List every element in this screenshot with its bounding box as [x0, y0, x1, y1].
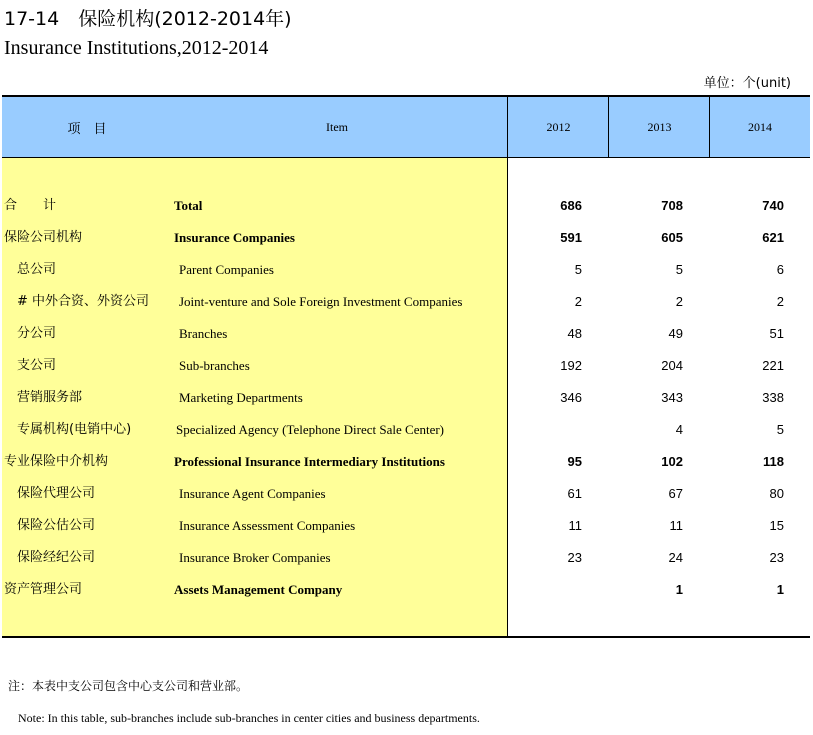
row-label-english: Insurance Broker Companies — [179, 550, 331, 565]
row-label-chinese: 合 计 — [4, 198, 57, 213]
value-2012: 5 — [574, 262, 582, 277]
value-2014: 6 — [776, 262, 784, 277]
unit-label: 单位：个(unit) — [703, 76, 791, 91]
row-label-chinese: 营销服务部 — [17, 390, 83, 405]
page-title-english: Insurance Institutions,2012-2014 — [4, 37, 269, 59]
value-2014: 338 — [762, 390, 784, 405]
value-2012: 11 — [568, 518, 582, 533]
value-2013: 343 — [661, 390, 683, 405]
table-row — [0, 222, 813, 254]
value-2013: 2 — [675, 294, 683, 309]
row-label-english: Insurance Assessment Companies — [179, 518, 356, 533]
header-year-2012: 2012 — [546, 119, 571, 134]
column-divider — [709, 97, 710, 158]
value-2014: 51 — [769, 326, 784, 341]
table-row — [0, 382, 813, 414]
value-2012: 61 — [567, 486, 582, 501]
value-2012 — [480, 574, 582, 606]
row-label-english: Specialized Agency (Telephone Direct Sale Center) — [176, 422, 445, 437]
value-2014: 1 — [776, 582, 784, 597]
value-2013: 49 — [668, 326, 683, 341]
row-label-chinese: 支公司 — [17, 358, 57, 373]
row-label-chinese: 总公司 — [17, 262, 57, 277]
table-bottom-border — [2, 636, 810, 638]
row-label-chinese: 保险代理公司 — [17, 486, 96, 501]
header-item-chinese: 项 目 — [67, 121, 107, 137]
value-2014: 221 — [762, 358, 784, 373]
value-2012 — [480, 414, 582, 446]
value-2013: 4 — [675, 422, 683, 437]
table-row — [0, 414, 813, 446]
footnote-chinese: 注：本表中支公司包含中心支公司和营业部。 — [8, 679, 249, 693]
value-2013: 5 — [675, 262, 683, 277]
table-row — [0, 446, 813, 478]
row-label-english: Professional Insurance Intermediary Institutions — [174, 454, 445, 469]
row-label-chinese: 保险经纪公司 — [17, 550, 96, 565]
value-2014: 5 — [776, 422, 784, 437]
header-year-2014: 2014 — [748, 119, 772, 134]
row-label-chinese: 保险公估公司 — [17, 518, 96, 533]
value-2013: 67 — [668, 486, 683, 501]
value-2013: 1 — [675, 582, 683, 597]
header-year-2013: 2013 — [647, 119, 672, 134]
value-2014: 23 — [769, 550, 784, 565]
table-row — [0, 190, 813, 222]
value-2012: 686 — [560, 198, 582, 213]
row-label-english: Branches — [179, 326, 228, 341]
value-2013: 204 — [661, 358, 683, 373]
row-label-chinese: 保险公司机构 — [4, 230, 83, 245]
value-2014: 2 — [776, 294, 784, 309]
value-2012: 95 — [567, 454, 582, 469]
table-row — [0, 286, 813, 318]
table-row — [0, 510, 813, 542]
row-label-chinese: 专属机构(电销中心) — [17, 422, 132, 437]
row-label-chinese: 分公司 — [17, 326, 57, 341]
page-title-chinese: 17-14 保险机构(2012-2014年) — [4, 8, 292, 30]
row-label-english: Parent Companies — [179, 262, 274, 277]
row-label-english: Insurance Agent Companies — [179, 486, 326, 501]
row-label-english: Marketing Departments — [179, 390, 303, 405]
column-divider — [608, 97, 609, 158]
row-label-chinese: # 中外合资、外资公司 — [17, 294, 150, 309]
table-header — [2, 95, 810, 158]
value-2014: 621 — [762, 230, 784, 245]
value-2014: 80 — [769, 486, 784, 501]
table-row — [0, 542, 813, 574]
value-2012: 346 — [560, 390, 582, 405]
row-label-english: Insurance Companies — [174, 230, 295, 245]
row-label-english: Assets Management Company — [174, 582, 343, 597]
value-2013: 605 — [661, 230, 683, 245]
value-2013: 24 — [668, 550, 683, 565]
table-row — [0, 254, 813, 286]
row-label-english: Joint-venture and Sole Foreign Investment Companies — [179, 294, 463, 309]
row-label-chinese: 资产管理公司 — [4, 582, 83, 597]
value-2014: 15 — [769, 518, 784, 533]
value-2013: 708 — [661, 198, 683, 213]
row-label-english: Total — [174, 198, 203, 213]
row-label-chinese: 专业保险中介机构 — [4, 454, 109, 469]
table-row — [0, 574, 813, 606]
value-2012: 192 — [560, 358, 582, 373]
value-2012: 2 — [574, 294, 582, 309]
table-row — [0, 478, 813, 510]
value-2012: 591 — [560, 230, 582, 245]
table-row — [0, 350, 813, 382]
value-2013: 11 — [669, 518, 683, 533]
table-row — [0, 318, 813, 350]
footnote-english: Note: In this table, sub-branches include sub-branches in center cities and business departments. — [18, 711, 480, 725]
row-label-english: Sub-branches — [179, 358, 250, 373]
value-2012: 23 — [567, 550, 582, 565]
value-2013: 102 — [661, 454, 683, 469]
value-2012: 48 — [567, 326, 582, 341]
value-2014: 740 — [762, 198, 784, 213]
value-2014: 118 — [763, 454, 784, 469]
header-item-english: Item — [326, 119, 348, 134]
